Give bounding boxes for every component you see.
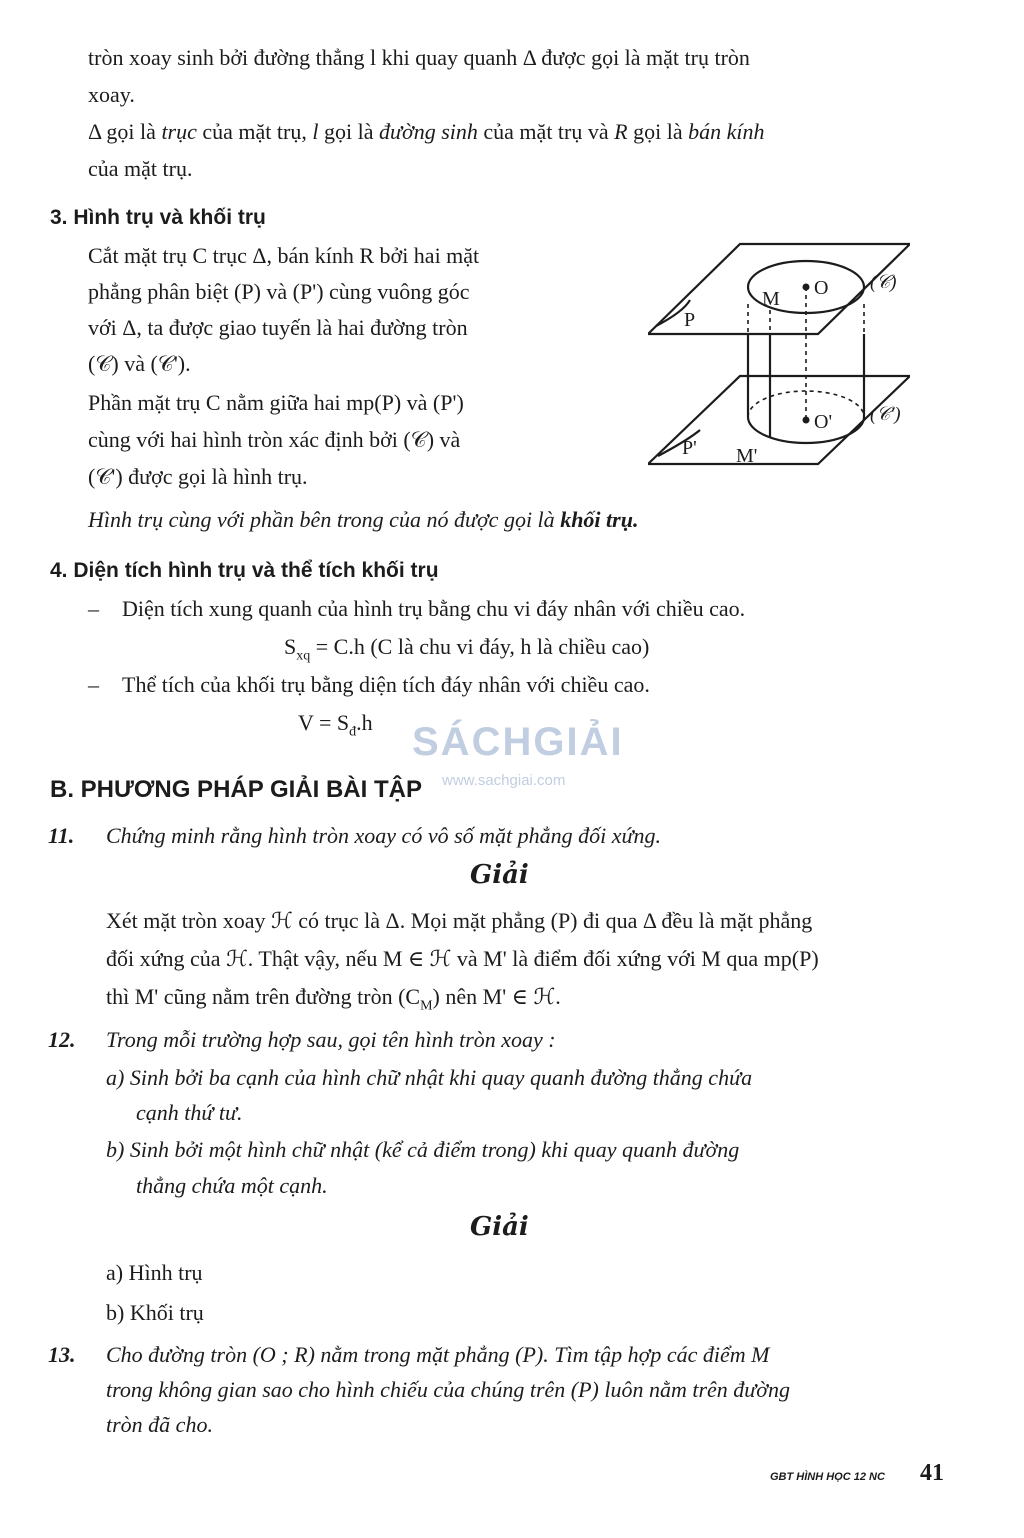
intro-line-2: xoay.: [88, 82, 135, 107]
center-O2-point: [803, 417, 810, 424]
exercise-11-solution-sub: M: [420, 998, 433, 1014]
exercise-11-solution-title: Giải: [470, 860, 529, 890]
label-M-prime: M': [736, 445, 758, 467]
exercise-12-question: Trong mỗi trường hợp sau, gọi tên hình tròn xoay :: [106, 1027, 556, 1052]
bullet-dash: –: [88, 672, 99, 697]
exercise-13-question-line: Cho đường tròn (O ; R) nằm trong mặt phẳng (P). Tìm tập hợp các điểm M: [106, 1342, 770, 1367]
footer-book-title: GBT HÌNH HỌC 12 NC: [770, 1471, 885, 1483]
intro-text: của mặt trụ và: [477, 119, 615, 144]
exercise-13-number: 13.: [48, 1342, 76, 1367]
formula-sxq: [284, 632, 649, 671]
exercise-11-number: 11.: [48, 823, 75, 848]
term-duong-sinh: đường sinh: [378, 119, 478, 144]
exercise-12-answer-b: b) Khối trụ: [106, 1300, 204, 1325]
exercise-12-number: 12.: [48, 1027, 76, 1052]
s3-p2-line: Phần mặt trụ C nằm giữa hai mp(P) và (P'): [88, 390, 464, 415]
s3-definition: [88, 505, 638, 535]
intro-line-1: tròn xoay sinh bởi đường thẳng l khi quay quanh Δ được gọi là mặt trụ tròn: [88, 45, 750, 70]
label-circle-C-prime: (𝒞'): [870, 404, 901, 425]
intro-text: gọi là: [627, 119, 689, 144]
formula-volume-rhs: .h: [356, 710, 373, 735]
formula-sxq-rhs: = C.h (C là chu vi đáy, h là chiều cao): [310, 634, 650, 659]
term-khoi-tru: khối trụ.: [560, 507, 639, 532]
label-P: P: [684, 309, 696, 331]
term-truc: trục: [161, 119, 197, 144]
s3-p1-line: phẳng phân biệt (P) và (P') cùng vuông góc: [88, 279, 470, 304]
exercise-12-answer-a: a) Hình trụ: [106, 1260, 203, 1285]
s4-bullet-1: Diện tích xung quanh của hình trụ bằng chu vi đáy nhân với chiều cao.: [122, 596, 746, 621]
label-O-prime: O': [814, 411, 833, 433]
intro-text: gọi là: [318, 119, 379, 144]
exercise-13-question-line: tròn đã cho.: [106, 1412, 213, 1437]
intro-text: của mặt trụ,: [196, 119, 313, 144]
label-O: O: [814, 277, 829, 299]
exercise-12-part-a-cont: cạnh thứ tư.: [136, 1100, 243, 1125]
formula-volume-sub: đ: [349, 724, 357, 740]
exercise-11-solution-line: [106, 982, 561, 1021]
s3-p2-line: (𝒞') được gọi là hình trụ.: [88, 464, 308, 489]
section-3-heading: 3. Hình trụ và khối trụ: [50, 206, 266, 229]
intro-line-3: [88, 117, 764, 147]
s3-p1-line: (𝒞) và (𝒞').: [88, 351, 191, 376]
exercise-12-part-a: a) Sinh bởi ba cạnh của hình chữ nhật khi quay quanh đường thẳng chứa: [106, 1065, 753, 1090]
section-4-heading: 4. Diện tích hình trụ và thể tích khối trụ: [50, 559, 439, 582]
center-O-point: [803, 284, 810, 291]
exercise-12-solution-title: Giải: [470, 1212, 529, 1242]
s3-p1-line: Cắt mặt trụ C trục Δ, bán kính R bởi hai mặt: [88, 243, 480, 268]
exercise-11-solution-text: thì M' cũng nằm trên đường tròn (C: [106, 984, 421, 1009]
intro-text: Δ gọi là: [88, 119, 162, 144]
exercise-12-part-b-cont: thẳng chứa một cạnh.: [136, 1173, 328, 1198]
formula-sxq-lhs: S: [284, 634, 297, 659]
formula-volume-lhs: V = S: [298, 710, 350, 735]
label-circle-C: (𝒞): [870, 272, 897, 293]
exercise-11-solution-text: ) nên M' ∈ ℋ.: [432, 984, 561, 1009]
exercise-13-question-line: trong không gian sao cho hình chiếu của chúng trên (P) luôn nằm trên đường: [106, 1377, 791, 1402]
intro-line-4: của mặt trụ.: [88, 156, 193, 181]
section-b-heading: B. PHƯƠNG PHÁP GIẢI BÀI TẬP: [50, 776, 422, 803]
term-ban-kinh: bán kính: [688, 119, 765, 144]
watermark-logo: SÁCHGIẢI: [412, 720, 624, 764]
page-number: 41: [920, 1460, 944, 1486]
label-M: M: [762, 288, 780, 310]
formula-volume: [298, 708, 373, 747]
term-l: l: [312, 119, 319, 144]
exercise-11-question: Chứng minh rằng hình tròn xoay có vô số mặt phẳng đối xứng.: [106, 823, 662, 848]
bullet-dash: –: [88, 596, 99, 621]
label-P-prime: P': [682, 437, 697, 459]
s3-definition-text: Hình trụ cùng với phần bên trong của nó được gọi là: [88, 507, 561, 532]
s3-p2-line: cùng với hai hình tròn xác định bởi (𝒞) và: [88, 427, 461, 452]
watermark-url: www.sachgiai.com: [442, 772, 566, 789]
formula-sxq-sub: xq: [296, 648, 311, 664]
exercise-11-solution-line: đối xứng của ℋ. Thật vậy, nếu M ∈ ℋ và M' là điểm đối xứng với M qua mp(P): [106, 946, 819, 971]
s4-bullet-2: Thể tích của khối trụ bằng diện tích đáy nhân với chiều cao.: [122, 672, 650, 697]
term-R: R: [614, 119, 628, 144]
cylinder-figure: [648, 242, 910, 472]
watermark: [412, 720, 624, 789]
s3-p1-line: với Δ, ta được giao tuyến là hai đường tròn: [88, 315, 468, 340]
exercise-11-solution-line: Xét mặt tròn xoay ℋ có trục là Δ. Mọi mặt phẳng (P) đi qua Δ đều là mặt phẳng: [106, 908, 813, 933]
exercise-12-part-b: b) Sinh bởi một hình chữ nhật (kể cả điểm trong) khi quay quanh đường: [106, 1137, 740, 1162]
